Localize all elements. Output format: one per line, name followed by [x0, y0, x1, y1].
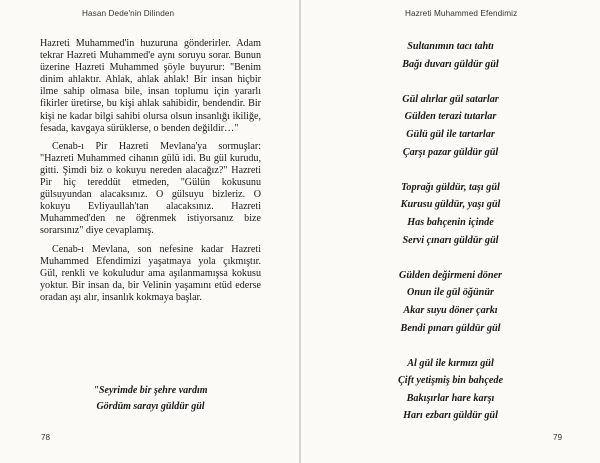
- poem-line: Bağı duvarı güldür gül: [402, 58, 499, 70]
- paragraph: Cenab-ı Pir Hazreti Mevlana'ya sormuşlar: "Hazreti Muhammed cihanın gülü idi. Bu gül kurudu, gitti. Şimdi biz o kokuyu nereden alacağız?" Hazreti Pir hiç tereddüt etmeden, "Gülün kokusunu gülsuyundan alacaksınız. O gülsuyu bizleriz. O kokuyu Evliyaullah'tan alacaksınız. Hazreti Muhammed'den ne öğrenmek istiyorsanız bize sorarsınız" diye cevaplamış.: [40, 140, 261, 237]
- poem-line: Bakışırlar hare karşı: [406, 392, 495, 404]
- poem-line: Toprağı güldür, taşı gül: [401, 181, 500, 193]
- paragraph: Hazreti Muhammed'in huzuruna gönderirler. Adam tekrar Hazreti Muhammed'e aynı soruyu sorar. Bunun üzerine Hazreti Muhammed şöyle buyurur: "Benim dinim ahlaktır. Ahlak, ahlak ahlak! Bir insan hiçbir ilme sahip olmasa bile, insan toplumu için yararlı fikirler üretirse, bu kişi ahlak sahibidir, bendendir. Bir kişi ne kadar bilgi sahibi olursa olsun insanlığı ikiliğe, fesada, kavgaya sürüklerse, o benden değildir…": [40, 38, 261, 134]
- poem-line: Has bahçenin içinde: [407, 216, 494, 228]
- stanza: [321, 267, 580, 337]
- poem-line: Kurusu güldür, yaşı gül: [400, 199, 501, 211]
- right-page-number: 79: [553, 433, 563, 442]
- poem-line: Gül alırlar gül satarlar: [402, 93, 499, 105]
- poem-line: Gülden terazi tutarlar: [404, 111, 497, 123]
- poem: [321, 38, 580, 443]
- verse-line: Gördüm sarayı güldür gül: [96, 401, 205, 412]
- poem-line: Bendi pınarı güldür gül: [400, 322, 501, 334]
- verse-line: "Seyrimde bir şehre vardım: [93, 385, 208, 396]
- stanza: [321, 355, 580, 425]
- poem-line: Al gül ile kırmızı gül: [407, 357, 494, 369]
- left-body-text: [40, 38, 261, 310]
- left-page: [0, 0, 299, 463]
- stanza: [321, 38, 580, 73]
- poem-line: Akar suyu döner çarkı: [403, 304, 498, 316]
- right-running-head: Hazreti Muhammed Efendimiz: [405, 9, 518, 18]
- left-running-head: Hasan Dede'nin Dilinden: [82, 9, 175, 18]
- poem-line: Çift yetişmiş bin bahçede: [398, 375, 503, 387]
- poem-line: Gülden değirmeni döner: [398, 269, 502, 281]
- left-page-number: 78: [41, 433, 51, 442]
- paragraph: Cenab-ı Mevlana, son nefesine kadar Hazreti Muhammed Efendimizi yaşatmaya yola çıkmıştır. Gül, renkli ve kokuludur ama aşılanmamışsa kokusu yoktur. Bir insan da, bir Velinin yaşamını etüd ederse oradan aşı alır, insanlık kokmaya başlar.: [40, 243, 261, 303]
- stanza: [321, 179, 580, 249]
- left-verse: [40, 383, 261, 415]
- poem-line: Gülü gül ile tartarlar: [406, 128, 495, 140]
- poem-line: Sultanımın tacı tahtı: [407, 41, 494, 52]
- poem-line: Harı ezbarı güldür gül: [403, 410, 498, 422]
- right-page: [301, 0, 600, 463]
- poem-line: Çarşı pazar güldür gül: [402, 146, 499, 158]
- poem-line: Servi çınarı güldür gül: [402, 234, 499, 246]
- poem-line: Onun ile gül öğünür: [407, 287, 494, 299]
- stanza: [321, 91, 580, 161]
